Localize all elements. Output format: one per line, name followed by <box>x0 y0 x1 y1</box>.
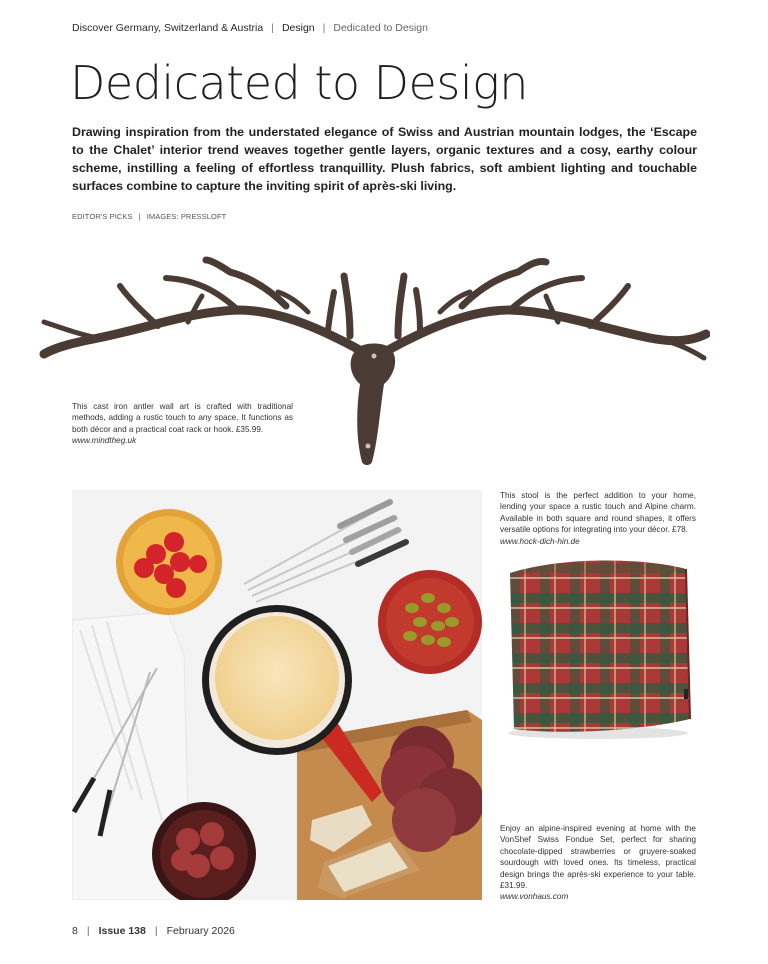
credit-editors-picks: EDITOR'S PICKS <box>72 212 133 221</box>
footer-separator: | <box>154 925 158 937</box>
stool-link[interactable]: www.hock-dich-hin.de <box>500 536 580 546</box>
issue-number: Issue 138 <box>98 925 146 937</box>
antler-caption <box>72 401 293 447</box>
antler-caption-text: This cast iron antler wall art is crafted with traditional methods, adding a rustic touch to any space. It functions as both décor and a practical coat rack or hook. £35.99. <box>72 402 293 434</box>
page-title: Dedicated to Design <box>70 56 528 110</box>
header-separator: | <box>322 22 326 34</box>
header-category: Design <box>281 22 315 34</box>
fondue-caption-text: Enjoy an alpine-inspired evening at home with the VonShef Swiss Fondue Set, perfect for sharing chocolate-dipped strawberries or gruyere-soaked sourdough with loved ones. Its timeless, practical design brings the après-ski experience to your table. £31.99. <box>500 824 696 891</box>
stool-caption <box>500 490 696 547</box>
credit-separator: | <box>138 212 141 221</box>
header-section: Discover Germany, Switzerland & Austria <box>72 22 264 34</box>
credit-images: IMAGES: PRESSLOFT <box>146 212 227 221</box>
intro-paragraph: Drawing inspiration from the understated elegance of Swiss and Austrian mountain lodges, the ‘Escape to the Chalet’ interior trend weaves together gentle layers, organic textures and a cosy, earthy colour scheme, instilling a feeling of effortless tranquillity. Plush fabrics, soft ambient lighting and touchable surfaces combine to capture the inviting spirit of après-ski living. <box>72 125 697 193</box>
stool-caption-text: This stool is the perfect addition to your home, lending your space a rustic touch and Alpine charm. Available in both square and round shapes, it offers versatile options for integrating into your décor. £78. <box>500 491 696 535</box>
fondue-caption <box>500 823 696 903</box>
fondue-set-photo <box>72 490 482 900</box>
credits-line <box>72 212 226 221</box>
header-separator: | <box>271 22 274 34</box>
plaid-stool-image <box>500 553 696 743</box>
page-footer <box>72 925 235 937</box>
antler-link[interactable]: www.mindtheg.uk <box>72 436 137 446</box>
page-number: 8 <box>72 925 78 937</box>
running-header <box>72 22 428 34</box>
issue-date: February 2026 <box>166 925 235 937</box>
header-subcategory: Dedicated to Design <box>333 22 428 34</box>
fondue-link[interactable]: www.vonhaus.com <box>500 892 569 902</box>
footer-separator: | <box>86 925 90 937</box>
